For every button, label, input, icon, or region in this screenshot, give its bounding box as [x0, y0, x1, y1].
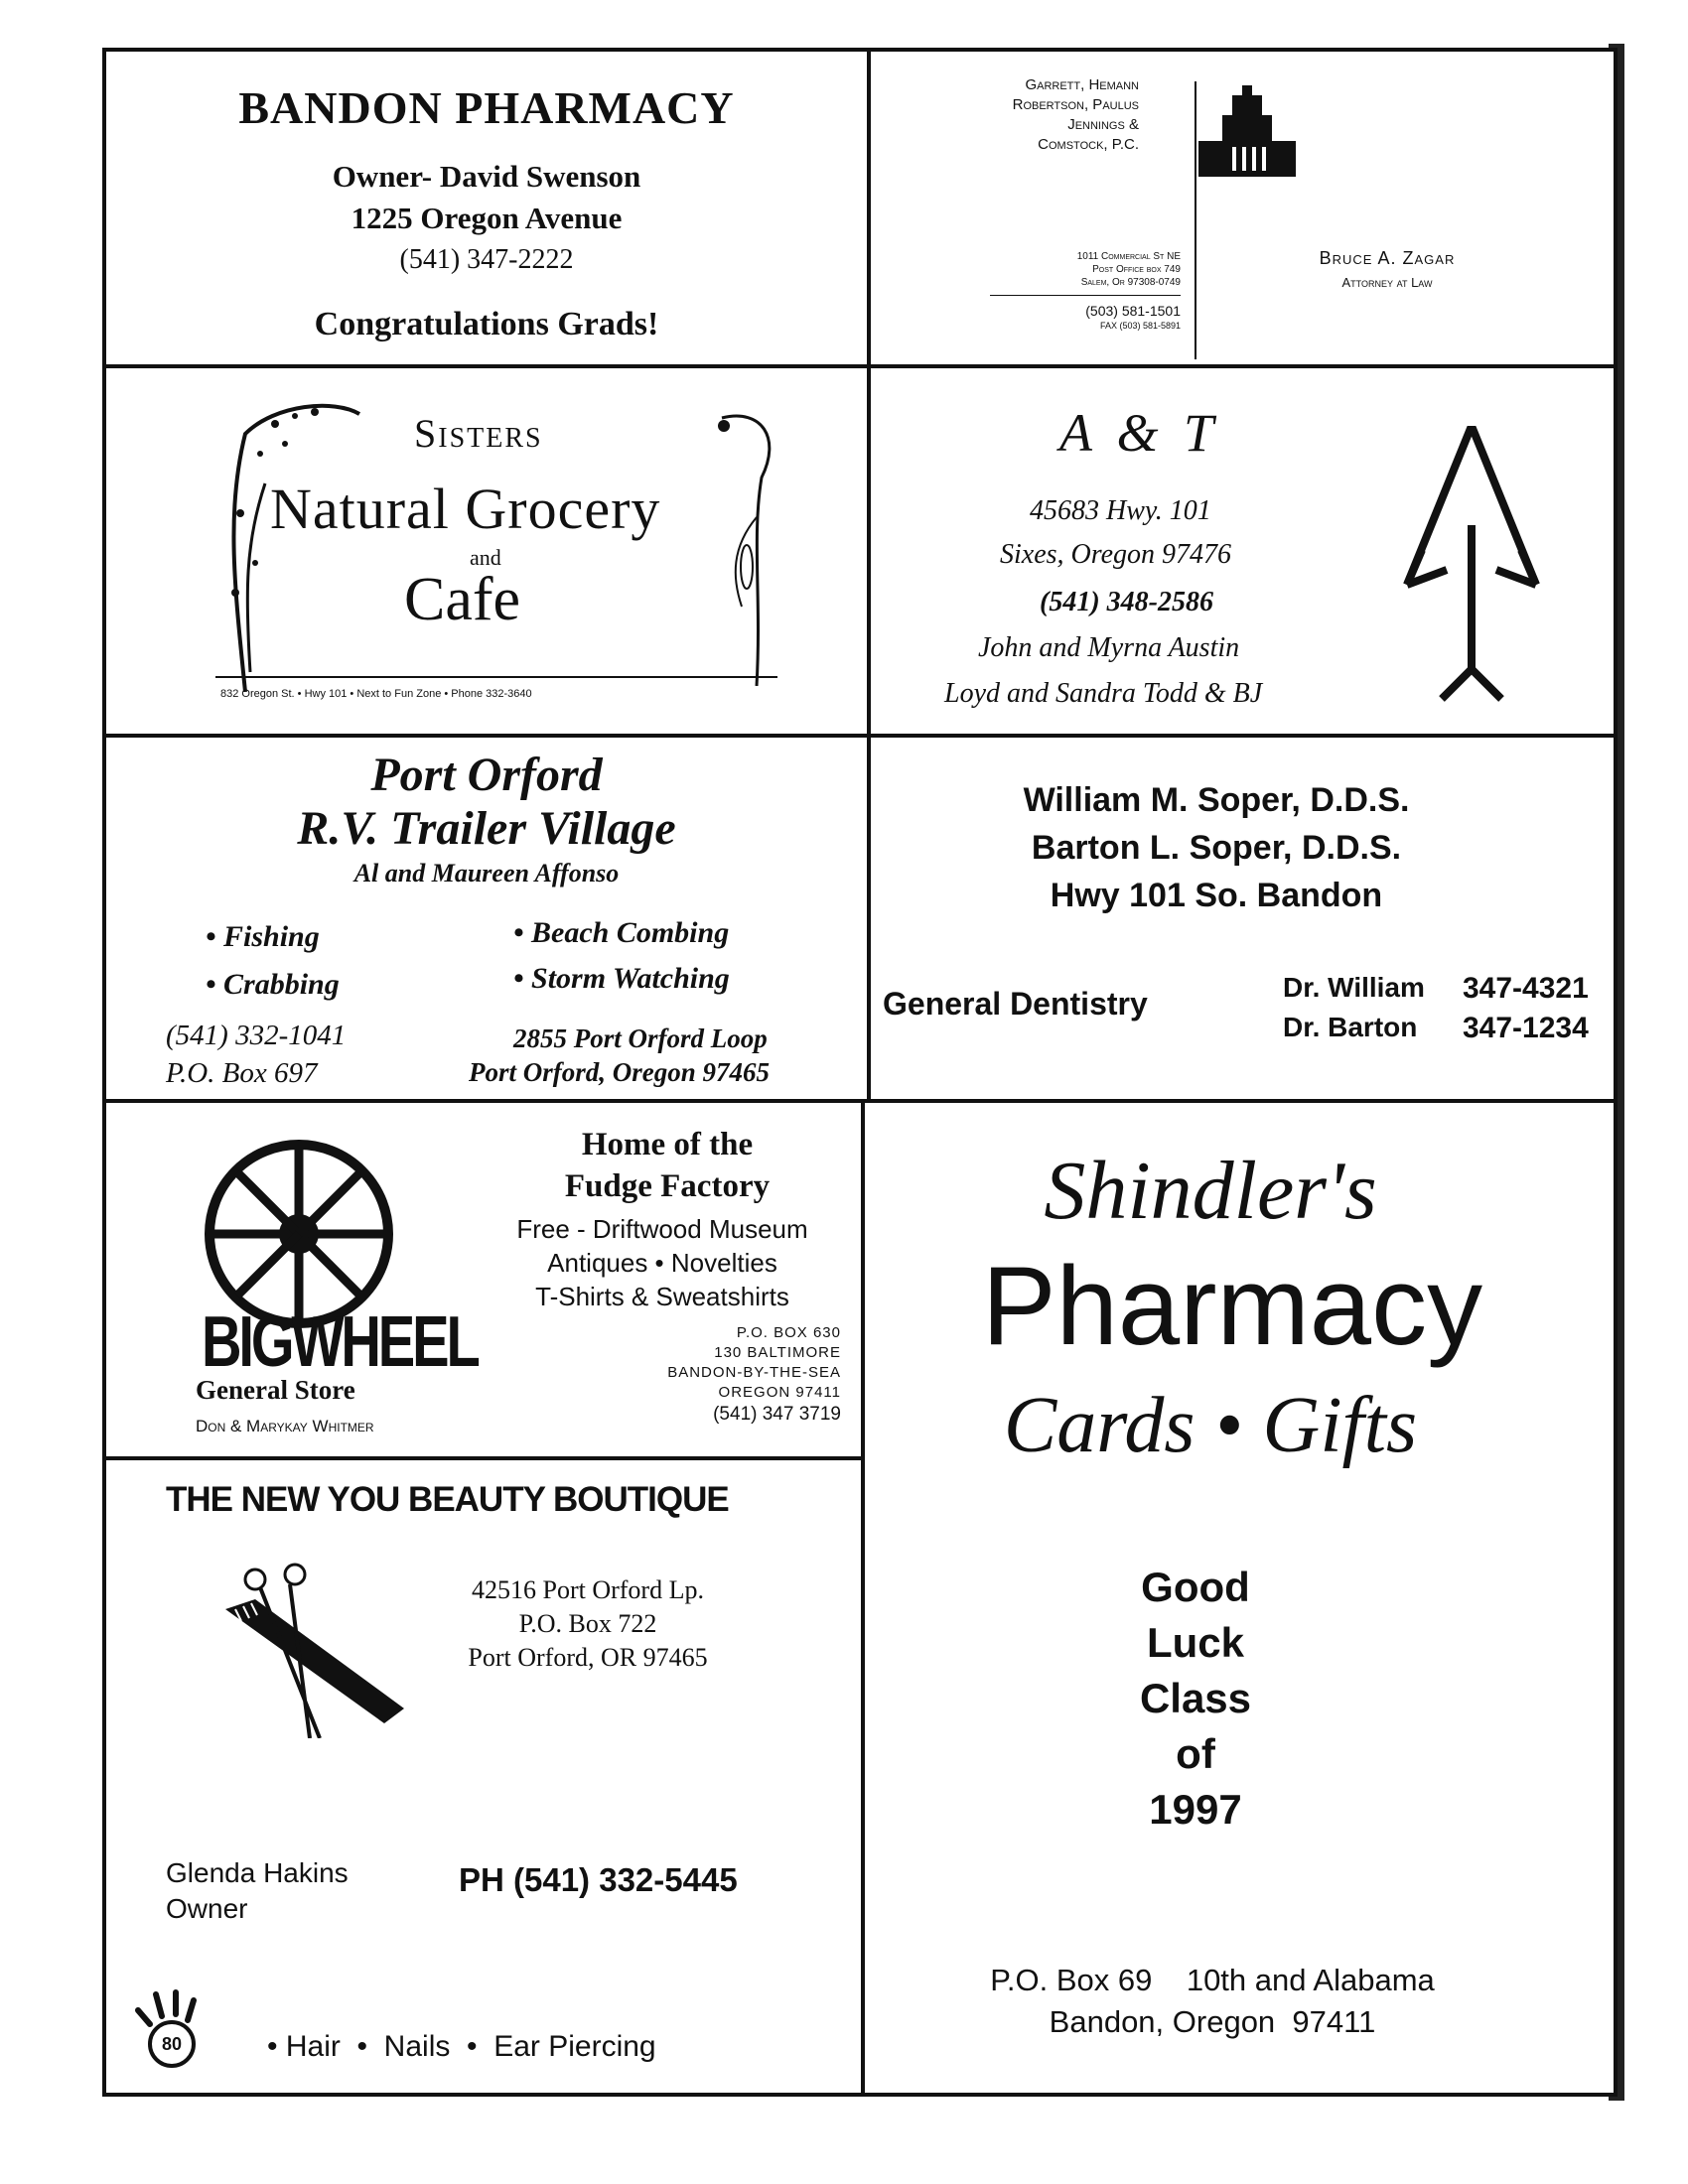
law-firm-contact-rule: [990, 295, 1181, 296]
sisters-footer: 832 Oregon St. • Hwy 101 • Next to Fun Zone • Phone 332-3640: [220, 688, 532, 700]
law-firm-phone: (503) 581-1501: [1085, 303, 1181, 319]
sisters-and: and: [470, 545, 501, 570]
ad-sisters-grocery: [102, 364, 871, 738]
ad-soper-dentistry: [867, 734, 1618, 1103]
new-you-address-block: [444, 1573, 732, 1675]
rv-owners: Al and Maureen Affonso: [353, 859, 620, 887]
shindlers-message-line: Good: [1141, 1564, 1250, 1610]
bigwheel-line1: Free - Driftwood Museum: [516, 1214, 808, 1244]
law-firm-address-line: Post Office box 749: [1092, 264, 1181, 275]
attorney-title: Attorney at Law: [1341, 275, 1433, 290]
shindlers-tagline: Cards • Gifts: [1003, 1382, 1418, 1469]
rv-activity: • Beach Combing: [513, 916, 730, 949]
at-owners1: John and Myrna Austin: [978, 632, 1240, 663]
bandon-pharmacy-message: Congratulations Grads!: [314, 306, 659, 342]
ad-shindlers: [861, 1099, 1618, 2097]
dentist-location: Hwy 101 So. Bandon: [1050, 877, 1383, 914]
rv-name2: R.V. Trailer Village: [297, 802, 676, 855]
law-firm-name-line: Garrett, Hemann: [1025, 76, 1139, 93]
sisters-line2: Natural Grocery: [270, 477, 661, 541]
dentist-doctor1: William M. Soper, D.D.S.: [1023, 781, 1410, 819]
rv-name1: Port Orford: [370, 749, 603, 801]
bigwheel-phone: (541) 347 3719: [713, 1404, 841, 1425]
shindlers-message-line: 1997: [1149, 1786, 1242, 1833]
hand-icon: [120, 1984, 211, 2076]
rv-activity: • Crabbing: [206, 968, 340, 1001]
bigwheel-address-line: OREGON 97411: [718, 1384, 841, 1401]
shindlers-message-line: of: [1176, 1730, 1215, 1777]
bigwheel-headline1: Home of the: [581, 1127, 754, 1162]
at-title: A & T: [1059, 403, 1220, 463]
shindlers-name: Shindler's: [1044, 1145, 1377, 1237]
dentist-contact-name: Dr. Barton: [1283, 1012, 1418, 1042]
law-firm-name-line: Jennings &: [1067, 116, 1139, 133]
shindlers-address2: Bandon, Oregon 97411: [1049, 2004, 1376, 2039]
page-number: 80: [161, 2034, 183, 2054]
ad-bandon-pharmacy: [102, 48, 871, 368]
at-phone: (541) 348-2586: [1040, 587, 1213, 617]
law-firm-address-line: 1011 Commercial St NE: [1076, 251, 1181, 262]
bigwheel-owners: Don & Marykay Whitmer: [196, 1417, 374, 1435]
new-you-owner-name: Glenda Hakins: [166, 1857, 349, 1888]
attorney-block: [1278, 248, 1496, 290]
dentist-contact-phone: 347-1234: [1463, 1012, 1589, 1044]
rv-activity: • Storm Watching: [513, 962, 730, 995]
bigwheel-logo-text: BIGWHEEL: [202, 1302, 478, 1382]
ad-law-firm: [867, 48, 1618, 368]
ad-a-and-t: [867, 364, 1618, 738]
bigwheel-headline2: Fudge Factory: [564, 1168, 771, 1204]
dentist-contact-name: Dr. William: [1283, 972, 1425, 1003]
tree-illustration-icon: [215, 394, 364, 692]
new-you-address-line: Port Orford, OR 97465: [468, 1643, 708, 1672]
bigwheel-line2: Antiques • Novelties: [547, 1248, 777, 1278]
new-you-name: THE NEW YOU BEAUTY BOUTIQUE: [166, 1480, 729, 1519]
law-firm-divider: [1195, 81, 1196, 359]
rv-activity: • Fishing: [206, 920, 320, 953]
new-you-services: • Hair • Nails • Ear Piercing: [267, 2030, 656, 2063]
law-firm-fax: FAX (503) 581-5891: [1099, 321, 1181, 331]
at-logo-icon: [1397, 426, 1546, 704]
dentist-doctor2: Barton L. Soper, D.D.S.: [1031, 829, 1402, 867]
rv-city: Port Orford, Oregon 97465: [469, 1057, 771, 1087]
bandon-pharmacy-phone: (541) 347-2222: [399, 244, 574, 275]
bigwheel-address-line: 130 BALTIMORE: [714, 1344, 841, 1361]
bigwheel-line3: T-Shirts & Sweatshirts: [535, 1282, 789, 1311]
rv-phone: (541) 332-1041: [166, 1020, 347, 1051]
corn-plant-icon: [702, 398, 781, 686]
new-you-address-line: P.O. Box 722: [518, 1609, 657, 1638]
bandon-pharmacy-owner: Owner- David Swenson: [332, 159, 641, 194]
rv-street: 2855 Port Orford Loop: [513, 1024, 768, 1053]
comb-scissors-icon: [215, 1560, 414, 1738]
shindlers-message-line: Luck: [1146, 1619, 1245, 1666]
rv-po-box: P.O. Box 697: [166, 1057, 318, 1089]
ground-border: [215, 676, 777, 678]
bandon-pharmacy-name: BANDON PHARMACY: [238, 82, 735, 133]
bigwheel-address-line: P.O. BOX 630: [736, 1324, 841, 1341]
capitol-building-icon: [1198, 85, 1296, 177]
law-firm-name-block: [911, 75, 1139, 155]
sisters-line3: Cafe: [404, 566, 521, 633]
at-owners2: Loyd and Sandra Todd & BJ: [944, 678, 1263, 709]
dentist-service: General Dentistry: [883, 986, 1148, 1022]
law-firm-address-line: Salem, Or 97308-0749: [1080, 277, 1181, 288]
law-firm-name-line: Comstock, P.C.: [1038, 136, 1139, 153]
sisters-line1: Sisters: [414, 411, 543, 456]
at-address: 45683 Hwy. 101: [1030, 495, 1211, 526]
dentist-contact-phone: 347-4321: [1463, 972, 1589, 1005]
new-you-address-line: 42516 Port Orford Lp.: [472, 1575, 704, 1604]
bigwheel-address-line: BANDON-BY-THE-SEA: [667, 1364, 841, 1381]
at-city: Sixes, Oregon 97476: [1000, 539, 1232, 570]
shindlers-address1: P.O. Box 69 10th and Alabama: [990, 1963, 1435, 1997]
shindlers-message: [865, 1560, 1526, 1838]
shindlers-type: Pharmacy: [981, 1244, 1483, 1368]
ad-new-you-beauty: [102, 1456, 865, 2097]
bigwheel-address-block: [543, 1323, 841, 1427]
shindlers-message-line: Class: [1139, 1675, 1252, 1721]
new-you-phone: PH (541) 332-5445: [459, 1861, 738, 1898]
ad-port-orford-rv: [102, 734, 871, 1103]
law-firm-name-line: Robertson, Paulus: [1012, 96, 1139, 113]
bigwheel-store: General Store: [196, 1375, 355, 1405]
bandon-pharmacy-address: 1225 Oregon Avenue: [351, 201, 623, 235]
attorney-name: Bruce A. Zagar: [1319, 248, 1456, 268]
law-firm-address-block: [930, 250, 1181, 332]
new-you-owner-title: Owner: [166, 1893, 248, 1924]
ad-bigwheel: [102, 1099, 865, 1460]
